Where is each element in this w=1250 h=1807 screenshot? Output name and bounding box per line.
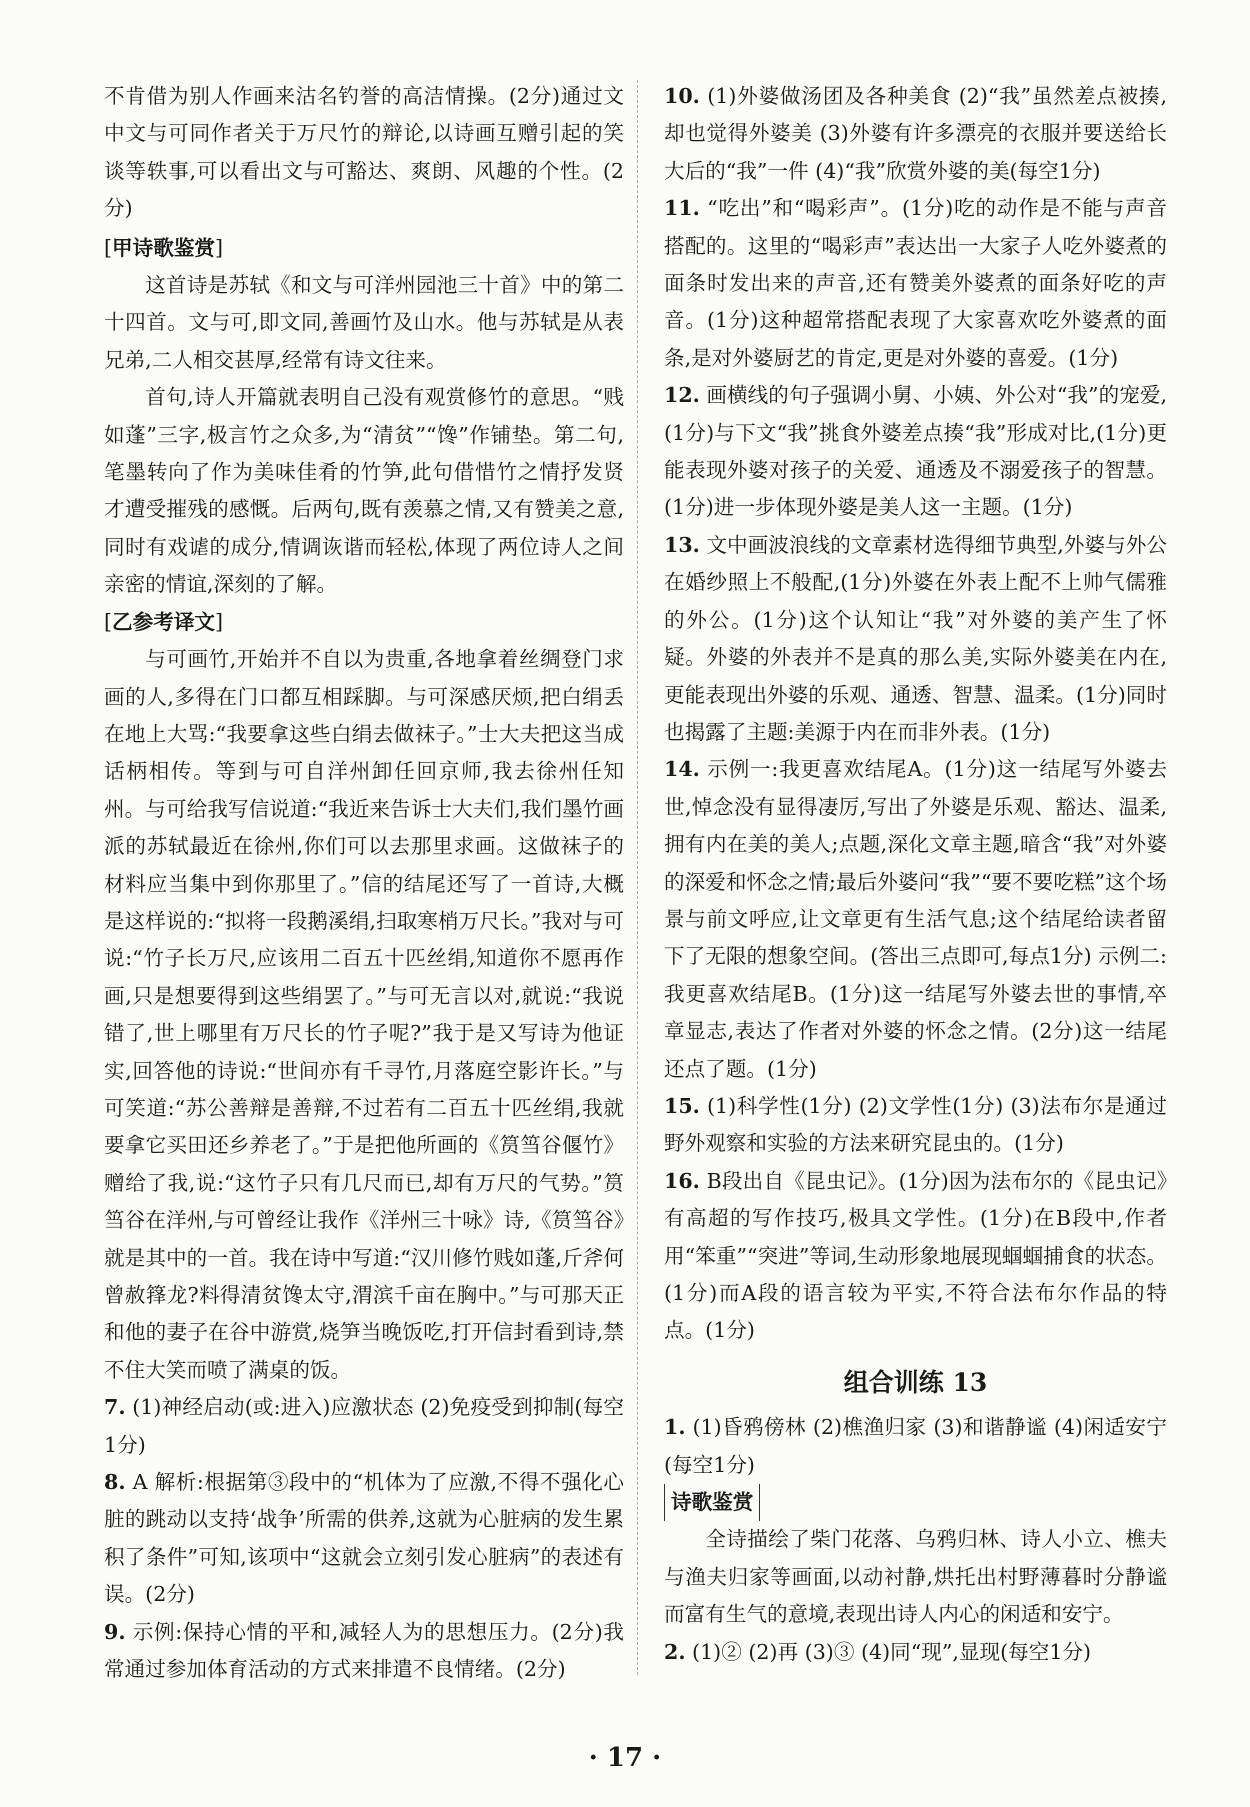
answer-item [664,78,1167,190]
left-column: 不肯借为别人作画来沽名钓誉的高洁情操。(2分)通过文中文与可同作者关于万尺竹的辩论,以诗画互赠引起的笑谈等轶事,可以看出文与可豁达、爽朗、风趣的个性。(2分) [甲诗歌鉴赏] 这首诗是苏轼《和文与可洋州园池三十首》中的第二十四首。文与可,即文同,善画竹及山水。他与苏轼是从表兄弟,二人相交甚厚,经常有诗文往来。 首句,诗人开篇就表明自己没有观赏修竹的意思。“贱如蓬”三字,极言竹之众多,为“清贫”“馋”作铺垫。第二句,笔墨转向了作为美味佳肴的竹笋,此句借惜竹之情抒发贤才遭受摧残的感慨。后两句,既有羡慕之情,又有赞美之意,同时有戏谑的成分,情调诙谐而轻松,体现了两位诗人之间亲密的情谊,深刻的了解。 [乙参考译文] 与可画竹,开始并不自以为贵重,各地拿着丝绸登门求画的人,多得在门口都互相踩脚。与可深感厌烦,把白绢丢在地上大骂:“我要拿这些白绢去做袜子。”士大夫把这当成话柄相传。等到与可自洋州卸任回京师,我去徐州任知州。与可给我写信说道:“我近来告诉士大夫们,我们墨竹画派的苏轼最近在徐州,你们可以去那里求画。这做袜子的材料应当集中到你那里了。”信的结尾还写了一首诗,大概是这样说的:“拟将一段鹅溪绢,扫取寒梢万尺长。”我对与可说:“竹子长万尺,应该用二百五十匹丝绢,知道你不愿再作画,只是想要得到这些绢罢了。”与可无言以对,就说:“我说错了,世上哪里有万尺长的竹子呢?”我于是又写诗为他证实,回答他的诗说:“世间亦有千寻竹,月落庭空影许长。”与可笑道:“苏公善辩是善辩,不过若有二百五十匹丝绢,我就要拿它买田还乡养老了。”于是把他所画的《筼筜谷偃竹》赠给了我,说:“这竹子只有几尺而已,却有万尺的气势。”筼筜谷在洋州,与可曾经让我作《洋州三十咏》诗,《筼筜谷》就是其中的一首。我在诗中写道:“汉川修竹贱如蓬,斤斧何曾赦箨龙?料得清贫馋太守,渭滨千亩在胸中。”与可那天正和他的妻子在谷中游赏,烧笋当晚饭吃,打开信封看到诗,禁不住大笑而喷了满桌的饭。 7. (1)神经启动(或:进入)应激状态 (2)免疫受到抑制(每空1分) 8. A 解析:根据第③段中的“机体为了应激,不得不强化心脏的跳动以支持‘战争’所需的供养,这就为心脏病的发生累积了条件”可知,该项中“这就会立刻引发心脏病”的表述有误。(2分) 9. 示例:保持心情的平和,减轻人为的思想压力。(2分)我常通过参加体育活动的方式来排遣不良情绪。(2分) [104,78,624,1688]
answer-text: B段出自《昆虫记》。(1分)因为法布尔的《昆虫记》有高超的写作技巧,极具文学性。(1分)在B段中,作者用“笨重”“突进”等词,生动形象地展现蝈蝈捕食的状态。(1分)而A段的语言较为平实,不符合法布尔作品的特点。(1分) [664,1168,1168,1343]
answer-item [664,377,1167,527]
paragraph: 不肯借为别人作画来沽名钓誉的高洁情操。(2分)通过文中文与可同作者关于万尺竹的辩论,以诗画互赠引起的笑谈等轶事,可以看出文与可豁达、爽朗、风趣的个性。(2分) [104,84,624,221]
item-number: 8. [104,1470,126,1495]
answer-item [664,751,1167,1088]
item-number: 13. [664,532,700,557]
answer-item [664,1163,1167,1350]
item-number: 9. [104,1619,126,1644]
answer-text: A 解析:根据第③段中的“机体为了应激,不得不强化心脏的跳动以支持‘战争’所需的供养,这就为心脏病的发生累积了条件”可知,该项中“这就会立刻引发心脏病”的表述有误。(2分) [104,1470,624,1607]
paragraph: 与可画竹,开始并不自以为贵重,各地拿着丝绸登门求画的人,多得在门口都互相踩脚。与可深感厌烦,把白绢丢在地上大骂:“我要拿这些白绢去做袜子。”士大夫把这当成话柄相传。等到与可自洋州卸任回京师,我去徐州任知州。与可给我写信说道:“我近来告诉士大夫们,我们墨竹画派的苏轼最近在徐州,你们可以去那里求画。这做袜子的材料应当集中到你那里了。”信的结尾还写了一首诗,大概是这样说的:“拟将一段鹅溪绢,扫取寒梢万尺长。”我对与可说:“竹子长万尺,应该用二百五十匹丝绢,知道你不愿再作画,只是想要得到这些绢罢了。”与可无言以对,就说:“我说错了,世上哪里有万尺长的竹子呢?”我于是又写诗为他证实,回答他的诗说:“世间亦有千寻竹,月落庭空影许长。”与可笑道:“苏公善辩是善辩,不过若有二百五十匹丝绢,我就要拿它买田还乡养老了。”于是把他所画的《筼筜谷偃竹》赠给了我,说:“这竹子只有几尺而已,却有万尺的气势。”筼筜谷在洋州,与可曾经让我作《洋州三十咏》诗,《筼筜谷》就是其中的一首。我在诗中写道:“汉川修竹贱如蓬,斤斧何曾赦箨龙?料得清贫馋太守,渭滨千亩在胸中。”与可那天正和他的妻子在谷中游赏,烧笋当晚饭吃,打开信封看到诗,禁不住大笑而喷了满桌的饭。 [104,647,624,1382]
answer-text: 示例一:我更喜欢结尾A。(1分)这一结尾写外婆去世,悼念没有显得凄厉,写出了外婆是乐观、豁达、温柔,拥有内在美的美人;点题,深化文章主题,暗含“我”对外婆的深爱和怀念之情;最后外婆问“我”“要不要吃糕”这个场景与前文呼应,让文章更有生活气息;这个结尾给读者留下了无限的想象空间。(答出三点即可,每点1分) 示例二:我更喜欢结尾B。(1分)这一结尾写外婆去世的事情,卒章显志,表达了作者对外婆的怀念之情。(2分)这一结尾还点了题。(1分) [664,757,1168,1081]
item-number: 14. [664,757,700,782]
answer-text: (1)昏鸦傍林 (2)樵渔归家 (3)和谐静谧 (4)闲适安宁(每空1分) [664,1415,1168,1477]
answer-text: (1)外婆做汤团及各种美食 (2)“我”虽然差点被揍,却也觉得外婆美 (3)外婆有许多漂亮的衣服并要送给长大后的“我”一件 (4)“我”欣赏外婆的美(每空1分) [664,84,1167,183]
paragraph: 这首诗是苏轼《和文与可洋州园池三十首》中的第二十四首。文与可,即文同,善画竹及山水。他与苏轼是从表兄弟,二人相交甚厚,经常有诗文往来。 [104,273,624,372]
answer-item [664,527,1167,751]
item-number: 7. [104,1395,126,1420]
item-number: 15. [664,1093,700,1118]
item-number: 2. [664,1639,686,1664]
item-number: 16. [664,1168,700,1193]
column-divider [637,80,638,1675]
page-number: · 17 · [588,1743,662,1773]
item-number: 1. [664,1415,686,1440]
answer-item [104,1614,624,1689]
paragraph: 全诗描绘了柴门花落、乌鸦归林、诗人小立、樵夫与渔夫归家等画面,以动衬静,烘托出村野薄暮时分静谧而富有生气的意境,表现出诗人内心的闲适和安宁。 [664,1527,1167,1627]
answer-text: 文中画波浪线的文章素材选得细节典型,外婆与外公在婚纱照上不般配,(1分)外婆在外表上配不上帅气儒雅的外公。(1分)这个认知让“我”对外婆的美产生了怀疑。外婆的外表并不是真的那么美,实际外婆美在内在,更能表现出外婆的乐观、通透、智慧、温柔。(1分)同时也揭露了主题:美源于内在而非外表。(1分) [664,532,1167,744]
answer-item [664,1409,1167,1484]
section-title: 组合训练 13 [843,1367,988,1397]
right-column [664,78,1167,1671]
paragraph: 首句,诗人开篇就表明自己没有观赏修竹的意思。“贱如蓬”三字,极言竹之众多,为“清贫”“馋”作铺垫。第二句,笔墨转向了作为美味佳肴的竹笋,此句借惜竹之情抒发贤才遭受摧残的感慨。后两句,既有羡慕之情,又有赞美之意,同时有戏谑的成分,情调诙谐而轻松,体现了两位诗人之间亲密的情谊,深刻的了解。 [104,385,624,597]
answer-item [664,190,1167,377]
section-tag: 乙参考译文 [112,609,216,634]
answer-text: (1)② (2)再 (3)③ (4)同“现”,显现(每空1分) [692,1639,1092,1664]
answer-text: “吃出”和“喝彩声”。(1分)吃的动作是不能与声音搭配的。这里的“喝彩声”表达出一大家子人吃外婆煮的面条时发出来的声音,还有赞美外婆煮的面条好吃的声音。(1分)这种超常搭配表现了大家喜欢吃外婆煮的面条,是对外婆厨艺的肯定,更是对外婆的喜爱。(1分) [664,196,1167,370]
answer-item [104,1464,624,1614]
section-tag: 诗歌鉴赏 [664,1484,760,1521]
answer-text: 示例:保持心情的平和,减轻人为的思想压力。(2分)我常通过参加体育活动的方式来排遣不良情绪。(2分) [104,1619,625,1682]
answer-text: 画横线的句子强调小舅、小姨、外公对“我”的宠爱,(1分)与下文“我”挑食外婆差点揍“我”形成对比,(1分)更能表现外婆对孩子的关爱、通透及不溺爱孩子的智慧。(1分)进一步体现外婆是美人这一主题。(1分) [664,383,1167,520]
answer-text: (1)科学性(1分) (2)文学性(1分) (3)法布尔是通过野外观察和实验的方法来研究昆虫的。(1分) [664,1093,1167,1156]
answer-item [104,1389,624,1464]
section-tag: 甲诗歌鉴赏 [112,235,216,260]
answer-item [664,1634,1167,1671]
answer-text: (1)神经启动(或:进入)应激状态 (2)免疫受到抑制(每空1分) [104,1395,624,1457]
item-number: 12. [664,383,700,408]
item-number: 11. [664,196,700,221]
answer-item [664,1088,1167,1163]
item-number: 10. [664,84,700,108]
